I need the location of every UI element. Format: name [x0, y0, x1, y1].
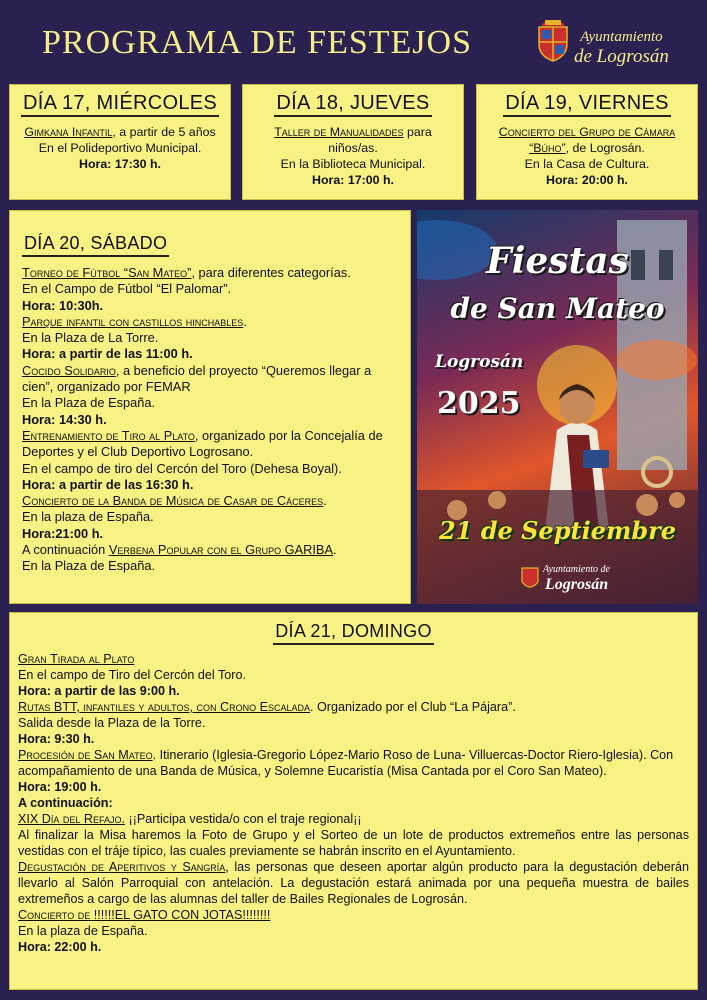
- day-21-event-1-time: Hora: a partir de las 9:00 h.: [18, 684, 180, 698]
- day-21-event-4: XIX Día del Refajo.: [18, 812, 126, 826]
- day-20-event-3-place: En la Plaza de España.: [22, 395, 156, 411]
- day-21-event-1-place: En el campo de Tiro del Cercón del Toro.: [18, 668, 246, 682]
- day-20-event-5-time: Hora:21:00 h.: [22, 525, 104, 541]
- day-21-event-2-time: Hora: 9:30 h.: [18, 732, 95, 746]
- day-20-event-4: Entrenamiento de Tiro al Plato: [22, 427, 195, 443]
- day-20-event-4-place: En el campo de tiro del Cercón del Toro (Dehesa Boyal).: [22, 460, 342, 476]
- day-21-event-3-detail: . Itinerario (Iglesia-Gregorio López-Mario Roso de Luna- Villuercas-Doctor Riero-Iglesia). Con acompañamiento de una Banda de Música, y Solemne Eucaristía (Misa Cantada por el Coro San Mateo).: [18, 748, 674, 778]
- day-21-event-2-place: Salida desde la Plaza de la Torre.: [18, 716, 206, 730]
- coat-of-arms-icon: [536, 16, 570, 62]
- day-20-event-5: Concierto de la Banda de Música de Casar de Cáceres: [22, 493, 324, 509]
- day-21-event-4-text: Al finalizar la Misa haremos la Foto de Grupo y el Sorteo de un lote de productos extremeños entre las personas vestidas con el tráje típico, las cuales previamente se habrán inscrito en el Ayuntamiento.: [18, 828, 689, 858]
- day-21-event-4-detail: ¡¡Participa vestida/o con el traje regional¡¡: [125, 812, 362, 826]
- day-21-event-2-detail: . Organizado por el Club “La Pájara”.: [310, 700, 516, 714]
- day-19-card: [476, 84, 698, 200]
- day-19-event: Concierto del Grupo de Cámara “Búho”: [498, 125, 676, 155]
- day-19-time: Hora: 20:00 h.: [546, 173, 628, 187]
- poster-title-line-2: de San Mateo: [450, 292, 665, 325]
- poster-town: Logrosán: [435, 352, 524, 372]
- day-19-title: DÍA 19, VIERNES: [503, 91, 670, 117]
- day-21-event-3-time: Hora: 19:00 h.: [18, 780, 102, 794]
- day-21-event-6: Concierto de !!!!!!EL GATO CON JOTAS!!!!!!!!: [18, 908, 271, 922]
- day-20-event-2-place: En la Plaza de La Torre.: [22, 330, 159, 346]
- day-20-card: [9, 210, 411, 604]
- day-20-event-3-detail: , a beneficio del proyecto “Queremos llegar a cien”, organizado por FEMAR: [22, 362, 372, 395]
- day-20-event-4-time: Hora: a partir de las 16:30 h.: [22, 476, 194, 492]
- day-21-card: [9, 612, 698, 990]
- day-17-title: DÍA 17, MIÉRCOLES: [21, 91, 219, 117]
- poster-logo-line-2: Logrosán: [545, 576, 609, 593]
- day-20-event-2-detail: .: [243, 313, 247, 329]
- day-21-event-5: Degustación de Aperitivos y Sangría: [18, 860, 226, 874]
- day-21-event-3: Procesión de San Mateo: [18, 748, 153, 762]
- municipality-logo: [536, 14, 696, 74]
- day-20-event-5-place: En la plaza de España.: [22, 509, 154, 525]
- day-21-event-6-place: En la plaza de España.: [18, 924, 148, 938]
- day-17-card: [9, 84, 231, 200]
- logo-line-2: de Logrosán: [574, 46, 669, 67]
- day-20-event-6-detail: .: [333, 542, 337, 558]
- poster-date: 21 de Septiembre: [438, 516, 677, 545]
- day-20-title: DÍA 20, SÁBADO: [22, 231, 169, 257]
- day-20-event-6: Verbena Popular con el Grupo GARIBA: [108, 542, 334, 558]
- fiestas-poster-image: [417, 210, 698, 604]
- page-title: PROGRAMA DE FESTEJOS: [42, 24, 472, 61]
- day-18-event-detail: para niños/as.: [328, 125, 432, 155]
- day-17-event-detail: , a partir de 5 años: [112, 125, 216, 139]
- poster-year: 2025: [437, 386, 521, 421]
- day-20-event-6-place: En la Plaza de España.: [22, 558, 156, 574]
- day-21-event-5-detail: , las personas que deseen aportar algún producto para la degustación deberán llevarlo al Salón Parroquial con antelación. La degustación estará animada por una pequeña muestra de bailes extremeños a cargo de las alumnas del taller de Bailes Regionales de Logrosán.: [18, 860, 689, 906]
- day-18-title: DÍA 18, JUEVES: [274, 91, 431, 117]
- day-18-event: Taller de Manualidades: [274, 125, 404, 139]
- day-20-event-4-detail: , organizado por la Concejalía de Deportes y el Club Deportivo Logrosano.: [22, 427, 383, 460]
- day-20-event-1-time: Hora: 10:30h.: [22, 297, 104, 313]
- day-18-place: En la Biblioteca Municipal.: [280, 157, 426, 171]
- day-20-event-3-time: Hora: 14:30 h.: [22, 411, 107, 427]
- day-20-event-3: Cocido Solidario: [22, 362, 116, 378]
- day-19-place: En la Casa de Cultura.: [524, 157, 650, 171]
- day-20-event-5-detail: .: [323, 493, 327, 509]
- day-18-time: Hora: 17:00 h.: [312, 173, 394, 187]
- day-20-event-1: Torneo de Fútbol “San Mateo”: [22, 265, 192, 280]
- day-21-event-6-time: Hora: 22:00 h.: [18, 940, 102, 954]
- day-17-event: Gimkana Infantil: [24, 125, 113, 139]
- day-21-title: DÍA 21, DOMINGO: [273, 619, 434, 645]
- day-18-card: [242, 84, 464, 200]
- day-21-event-2: Rutas BTT, infantiles y adultos, con Crono Escalada: [18, 700, 311, 714]
- day-17-time: Hora: 17:30 h.: [79, 157, 161, 171]
- poster-title-line-1: Fiestas: [486, 240, 629, 282]
- day-20-event-2-time: Hora: a partir de las 11:00 h.: [22, 346, 193, 362]
- day-21-event-1: Gran Tirada al Plato: [18, 652, 135, 666]
- day-20-event-2: Parque infantil con castillos hinchables: [22, 313, 244, 329]
- day-20-event-1-place: En el Campo de Fútbol “El Palomar”.: [22, 281, 232, 297]
- day-21-continuation: A continuación:: [18, 796, 113, 810]
- day-17-place: En el Polideportivo Municipal.: [38, 141, 202, 155]
- logo-line-1: Ayuntamiento: [580, 29, 663, 45]
- day-20-event-6-prefix: A continuación: [22, 542, 109, 558]
- poster-logo-line-1: Ayuntamiento de: [543, 564, 610, 575]
- day-19-event-detail: , de Logrosán.: [565, 141, 645, 155]
- day-20-event-1-detail: , para diferentes categorías.: [191, 265, 351, 280]
